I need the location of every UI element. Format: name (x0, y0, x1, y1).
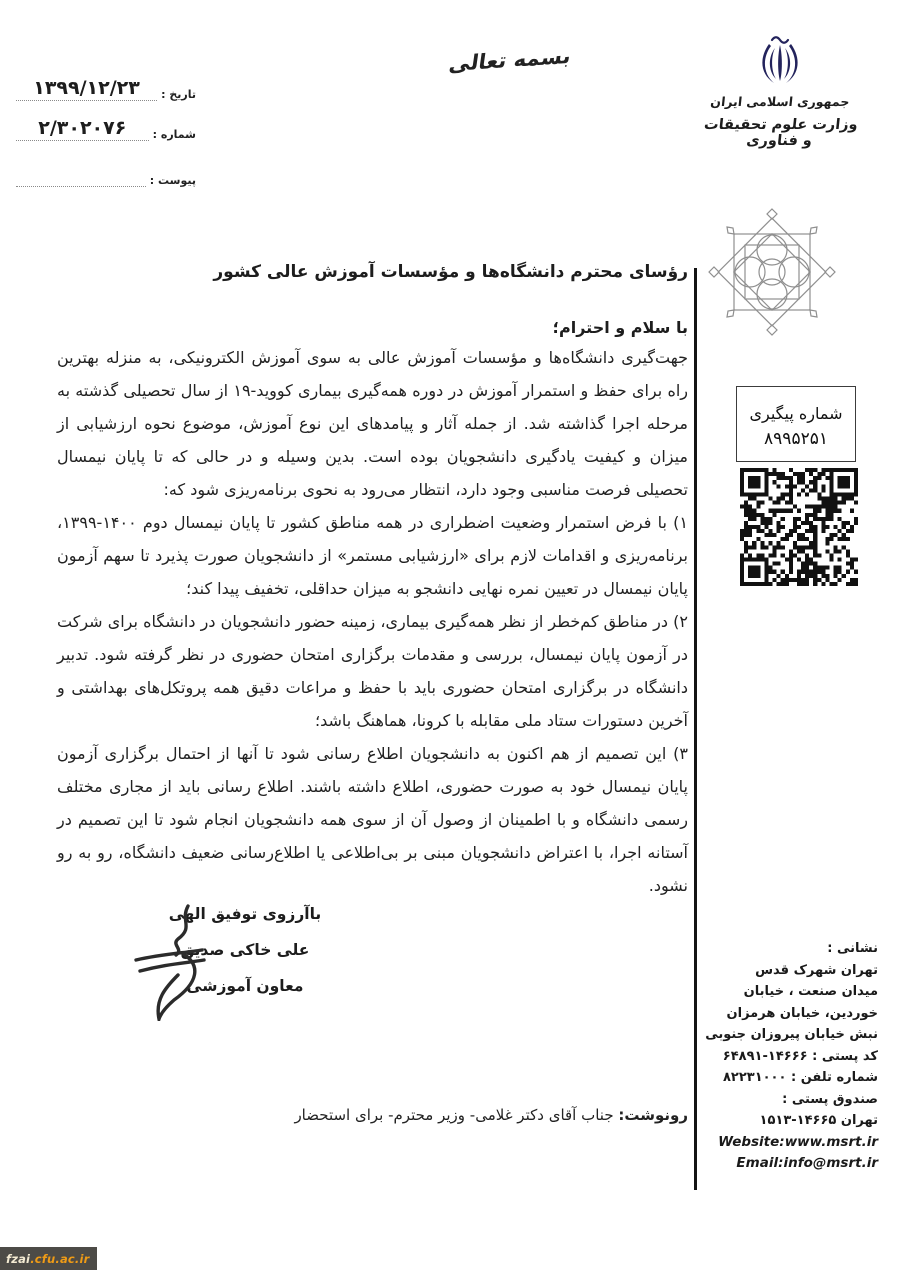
paragraph-item-2: ۲) در مناطق کم‌خطر از نظر همه‌گیری بیماری، زمینه حضور دانشجویان در دانشگاه برای شرکت در آزمون پایان نیمسال، بررسی و مقدمات برگزاری امتحان حضوری در نظر گرفته شود. تدبیر دانشگاه در برگزاری امتحان حضوری باید با حفظ و مراعات دقیق همه پروتکل‌های بهداشتی و آخرین دستورات ستاد ملی مقابله با کرونا، هماهنگ باشد؛ (57, 612, 688, 730)
contact-pobox-label: صندوق پستی : (782, 1091, 878, 1107)
watermark-part1: fzai (6, 1251, 31, 1266)
date-value: ۱۳۹۹/۱۲/۲۳ (33, 77, 140, 99)
letter-body (57, 341, 688, 902)
letterhead-country: جمهوری اسلامی ایران (709, 94, 851, 109)
signature-wish: باآرزوی توفیق الهی (168, 905, 322, 923)
paragraph-intro: جهت‌گیری دانشگاه‌ها و مؤسسات آموزش عالی به سوی آموزش الکترونیکی، به منزله بهترین راه برای حفظ و استمرار آموزش در دوره همه‌گیری بیماری کووید-۱۹ از سال تحصیلی گذشته به مرحله اجرا گذاشته شد. از جمله آثار و پیامدهای این نوع آموزش، موضوع نحوه ارزشیابی از میزان و کیفیت یادگیری دانشجویان بوده است. بدین وسیله و در حالی که تا پایان نیمسال تحصیلی فرصت مناسبی وجود دارد، انتظار می‌رود به نحوی برنامه‌ریزی شود که: (57, 348, 689, 499)
contact-block (700, 938, 878, 1175)
date-line (16, 78, 157, 101)
attachment-line (16, 164, 146, 187)
date-row (16, 78, 198, 101)
date-label: تاریخ : (161, 87, 196, 101)
signatory-title: معاون آموزشی (186, 977, 304, 995)
number-value: ۲/۳۰۲۰۷۶ (38, 117, 127, 139)
watermark-part2: .cfu.ac.ir (30, 1251, 90, 1266)
salutation: با سلام و احترام؛ (552, 318, 688, 337)
cc-line (294, 1106, 688, 1124)
cc-text: جناب آقای دکتر غلامی- وزیر محترم- برای استحضار (294, 1106, 619, 1124)
letterhead (698, 34, 862, 149)
contact-line: میدان صنعت ، خیابان (743, 984, 878, 999)
paragraph-item-3: ۳) این تصمیم از هم اکنون به دانشجویان اطلاع رسانی شود تا آنها از احتمال برگزاری آزمون پایان نیمسال خود به صورت حضوری، اطلاع داشته باشند. اطلاع رسانی باید از مجاری مختلف رسمی دانشگاه و با اطمینان از وصول آن از سوی همه دانشجویان انجام شود تا این تصمیم در آستانه اجرا، با اعتراض دانشجویان مبنی بر بی‌اطلاعی یا اطلاع‌رسانی ضعیف دانشگاه، رو به رو نشود. (57, 744, 688, 895)
number-line (16, 118, 149, 141)
contact-line: خوردین، خیابان هرمزان (726, 1005, 878, 1021)
tracking-number-box (736, 386, 856, 462)
tracking-label: شماره پیگیری (749, 403, 843, 423)
paragraph-item-1: ۱) با فرض استمرار وضعیت اضطراری در همه مناطق کشور تا پایان نیمسال دوم ۱۴۰۰-۱۳۹۹، برنامه‌ریزی و اقدامات لازم برای «ارزشیابی مستمر» از دانشجویان صورت پذیرد تا سهم آزمون پایان نیمسال در تعیین نمره نهایی دانشجو به میزان حداقلی، تخفیف پیدا کند؛ (57, 513, 688, 598)
contact-website: Website:www.msrt.ir (718, 1133, 878, 1150)
contact-line: نبش خیابان پیروزان جنوبی (705, 1027, 878, 1042)
besmele-calligraphy: بسمه تعالی (447, 43, 573, 77)
cc-label: رونوشت: (618, 1106, 688, 1124)
handwritten-signature (124, 903, 236, 1021)
star-medallion-ornament (706, 206, 838, 338)
contact-pobox: تهران ۱۴۶۶۵-۱۵۱۳ (759, 1113, 878, 1128)
contact-email: Email:info@msrt.ir (736, 1155, 878, 1171)
qr-code (740, 468, 858, 586)
number-label: شماره : (152, 127, 196, 141)
attachment-label: پیوست : (149, 173, 196, 187)
letterhead-ministry: وزارت علوم تحقیقات و فناوری (703, 117, 859, 149)
contact-line: تهران شهرک قدس (755, 962, 878, 978)
attachment-row (16, 164, 198, 187)
contact-line: نشانی : (827, 941, 878, 956)
iran-emblem-icon (757, 34, 803, 86)
number-row (16, 118, 198, 141)
recipient-heading: رؤسای محترم دانشگاه‌ها و مؤسسات آموزش عالی کشور (213, 262, 688, 282)
watermark-badge (0, 1247, 97, 1270)
vertical-divider (694, 268, 697, 1190)
signatory-name: علی خاکی صدیق (180, 941, 310, 959)
contact-phone: شماره تلفن : ۸۲۲۳۱۰۰۰ (722, 1070, 878, 1085)
contact-postal-code: کد پستی : ۱۴۶۶۶-۶۴۸۹۱ (722, 1048, 878, 1064)
tracking-number: ۸۹۹۵۲۵۱ (764, 429, 828, 449)
